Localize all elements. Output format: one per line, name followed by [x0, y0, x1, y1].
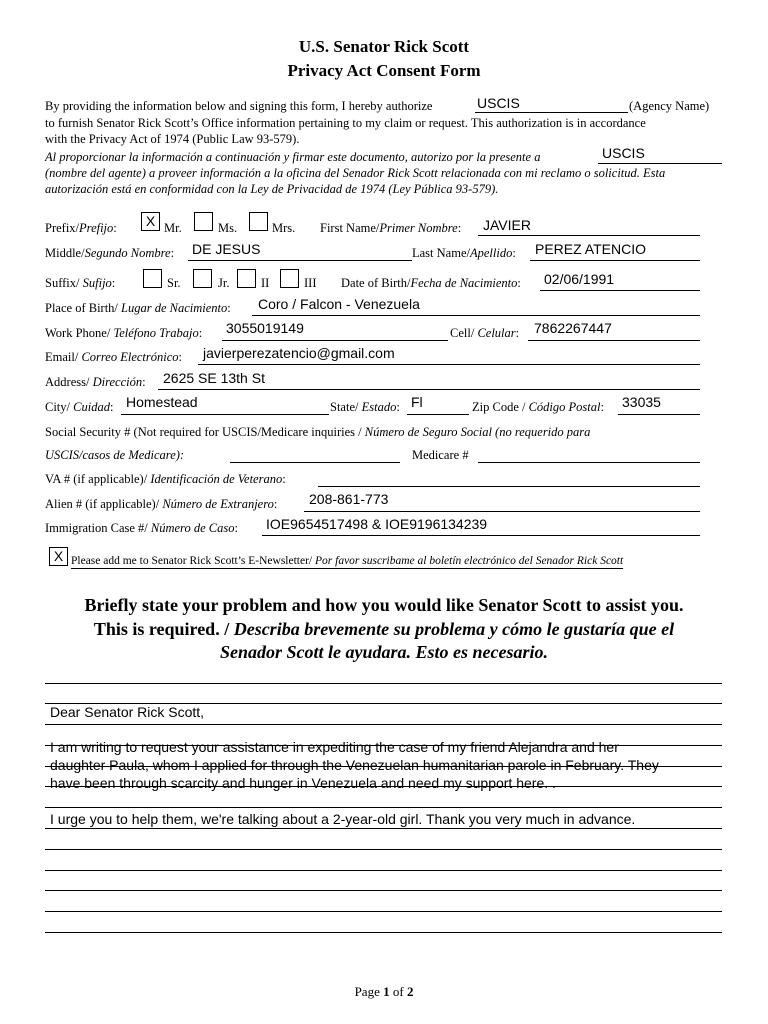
case-label: Immigration Case #/ Número de Caso: — [45, 521, 238, 535]
iii-checkbox[interactable] — [280, 269, 299, 288]
agency-suffix: (Agency Name) — [629, 99, 710, 113]
ii-checkbox[interactable] — [237, 269, 256, 288]
case-field[interactable]: IOE9654517498 & IOE9196134239 — [266, 516, 488, 532]
work-phone-underline — [222, 340, 448, 341]
middle-name-label: Middle/Segundo Nombre: — [45, 246, 175, 260]
letter-line[interactable]: Dear Senator Rick Scott, — [50, 704, 205, 720]
ms-label: Ms. — [218, 221, 238, 235]
iii-label: III — [304, 276, 317, 290]
state-label: State/ Estado: — [330, 400, 400, 414]
sr-checkbox[interactable] — [143, 269, 162, 288]
newsletter-label: Please add me to Senator Rick Scott’s E-Newsletter/ Por favor suscribame al boletín electrónico del Senador Rick Scott — [71, 555, 624, 567]
ruled-line — [45, 890, 722, 891]
ms-checkbox[interactable] — [194, 212, 213, 231]
last-name-field[interactable]: PEREZ ATENCIO — [535, 241, 646, 257]
work-phone-label: Work Phone/ Teléfono Trabajo: — [45, 326, 203, 340]
jr-checkbox[interactable] — [193, 269, 212, 288]
cell-label: Cell/ Celular: — [450, 326, 520, 340]
sr-label: Sr. — [167, 276, 181, 290]
first-name-field[interactable]: JAVIER — [483, 217, 531, 233]
first-name-underline — [478, 235, 700, 236]
email-label: Email/ Correo Electrónico: — [45, 350, 183, 364]
zip-underline — [618, 414, 700, 415]
authorization-es-line1: Al proporcionar la información a continuación y firmar este documento, autorizo por la presente a — [45, 150, 541, 164]
mr-label: Mr. — [164, 221, 182, 235]
es-agency-field[interactable]: USCIS — [602, 145, 645, 161]
first-name-label: First Name/Primer Nombre: — [320, 221, 462, 235]
case-underline — [262, 535, 700, 536]
alien-underline — [304, 511, 700, 512]
middle-name-underline — [188, 260, 412, 261]
city-field[interactable]: Homestead — [126, 394, 198, 410]
problem-heading-line3: Senador Scott le ayudara. Esto es necesario. — [219, 642, 548, 662]
ruled-line — [45, 870, 722, 871]
zip-field[interactable]: 33035 — [622, 394, 661, 410]
page-number: Page 1 of 2 — [354, 984, 414, 999]
state-underline — [407, 414, 469, 415]
jr-label: Jr. — [218, 276, 230, 290]
form-subtitle: Privacy Act Consent Form — [287, 61, 481, 80]
ruled-line — [45, 683, 722, 684]
mrs-checkbox[interactable] — [249, 212, 268, 231]
city-underline — [121, 414, 329, 415]
problem-heading-line1: Briefly state your problem and how you would like Senator Scott to assist you. — [84, 595, 684, 615]
ssn-label-es2: USCIS/casos de Medicare): — [45, 448, 185, 462]
cell-field[interactable]: 7862267447 — [534, 320, 612, 336]
authorization-en-line2: to furnish Senator Rick Scott’s Office information pertaining to my claim or request. This authorization is in accordance — [45, 116, 646, 130]
email-field[interactable]: javierperezatencio@gmail.com — [203, 345, 395, 361]
ii-label: II — [261, 276, 270, 290]
zip-label: Zip Code / Código Postal: — [472, 400, 604, 414]
prefix-label: Prefix/Prefijo: — [45, 221, 117, 235]
va-underline[interactable] — [318, 486, 700, 487]
address-field[interactable]: 2625 SE 13th St — [163, 370, 265, 386]
ruled-line — [45, 849, 722, 850]
city-label: City/ Cuidad: — [45, 400, 114, 414]
last-name-underline — [530, 260, 700, 261]
form-title: U.S. Senator Rick Scott — [298, 37, 470, 56]
dob-field[interactable]: 02/06/1991 — [544, 271, 615, 287]
letter-line[interactable]: I am writing to request your assistance in expediting the case of my friend Alejandra and her — [50, 739, 619, 755]
email-underline — [198, 364, 700, 365]
mr-checkbox[interactable]: X — [141, 212, 160, 231]
cell-underline — [528, 340, 700, 341]
ruled-line — [45, 932, 722, 933]
dob-label: Date of Birth/Fecha de Nacimiento: — [341, 276, 521, 290]
ruled-line — [45, 724, 722, 725]
alien-label: Alien # (if applicable)/ Número de Extranjero: — [45, 497, 278, 511]
ruled-line — [45, 828, 722, 829]
medicare-label: Medicare # — [412, 448, 469, 462]
authorization-en-line3: with the Privacy Act of 1974 (Public Law 93-579). — [45, 132, 300, 146]
ssn-underline[interactable] — [230, 462, 400, 463]
middle-name-field[interactable]: DE JESUS — [192, 241, 261, 257]
pob-underline — [252, 315, 700, 316]
state-field[interactable]: Fl — [411, 394, 423, 410]
letter-line[interactable]: have been through scarcity and hunger in Venezuela and need my support here. . — [50, 775, 556, 791]
authorization-es-line2: (nombre del agente) a proveer información a la oficina del Senador Rick Scott relacionada con mi reclamo o solicitud. Esta — [45, 166, 666, 180]
newsletter-checkbox[interactable]: X — [49, 547, 68, 566]
ssn-label: Social Security # (Not required for USCIS/Medicare inquiries / Número de Seguro Social (no requerido para — [45, 425, 591, 439]
pob-label: Place of Birth/ Lugar de Nacimiento: — [45, 301, 231, 315]
dob-underline — [540, 290, 700, 291]
address-label: Address/ Dirección: — [45, 375, 146, 389]
suffix-label: Suffix/ Sufijo: — [45, 276, 116, 290]
agency-field[interactable]: USCIS — [477, 95, 520, 111]
pob-field[interactable]: Coro / Falcon - Venezuela — [258, 296, 420, 312]
va-label: VA # (if applicable)/ Identificación de Veterano: — [45, 472, 286, 486]
letter-line[interactable]: I urge you to help them, we're talking about a 2-year-old girl. Thank you very much in advance. — [50, 811, 636, 827]
ruled-line — [45, 911, 722, 912]
last-name-label: Last Name/Apellido: — [412, 246, 516, 260]
address-underline — [158, 389, 700, 390]
mrs-label: Mrs. — [272, 221, 296, 235]
letter-line[interactable]: daughter Paula, whom I applied for through the Venezuelan humanitarian parole in February. They — [50, 757, 659, 773]
agency-underline — [475, 112, 628, 113]
authorization-es-line3: autorización está en conformidad con la Ley de Privacidad de 1974 (Ley Pública 93-579). — [45, 182, 499, 196]
alien-field[interactable]: 208-861-773 — [309, 491, 389, 507]
work-phone-field[interactable]: 3055019149 — [226, 320, 304, 336]
medicare-underline[interactable] — [478, 462, 700, 463]
es-agency-underline — [598, 163, 722, 164]
ruled-line — [45, 807, 722, 808]
problem-heading-line2: This is required. / Describa brevemente su problema y cómo le gustaría que el — [93, 619, 675, 639]
authorization-en-line1: By providing the information below and signing this form, I hereby authorize — [45, 99, 433, 113]
